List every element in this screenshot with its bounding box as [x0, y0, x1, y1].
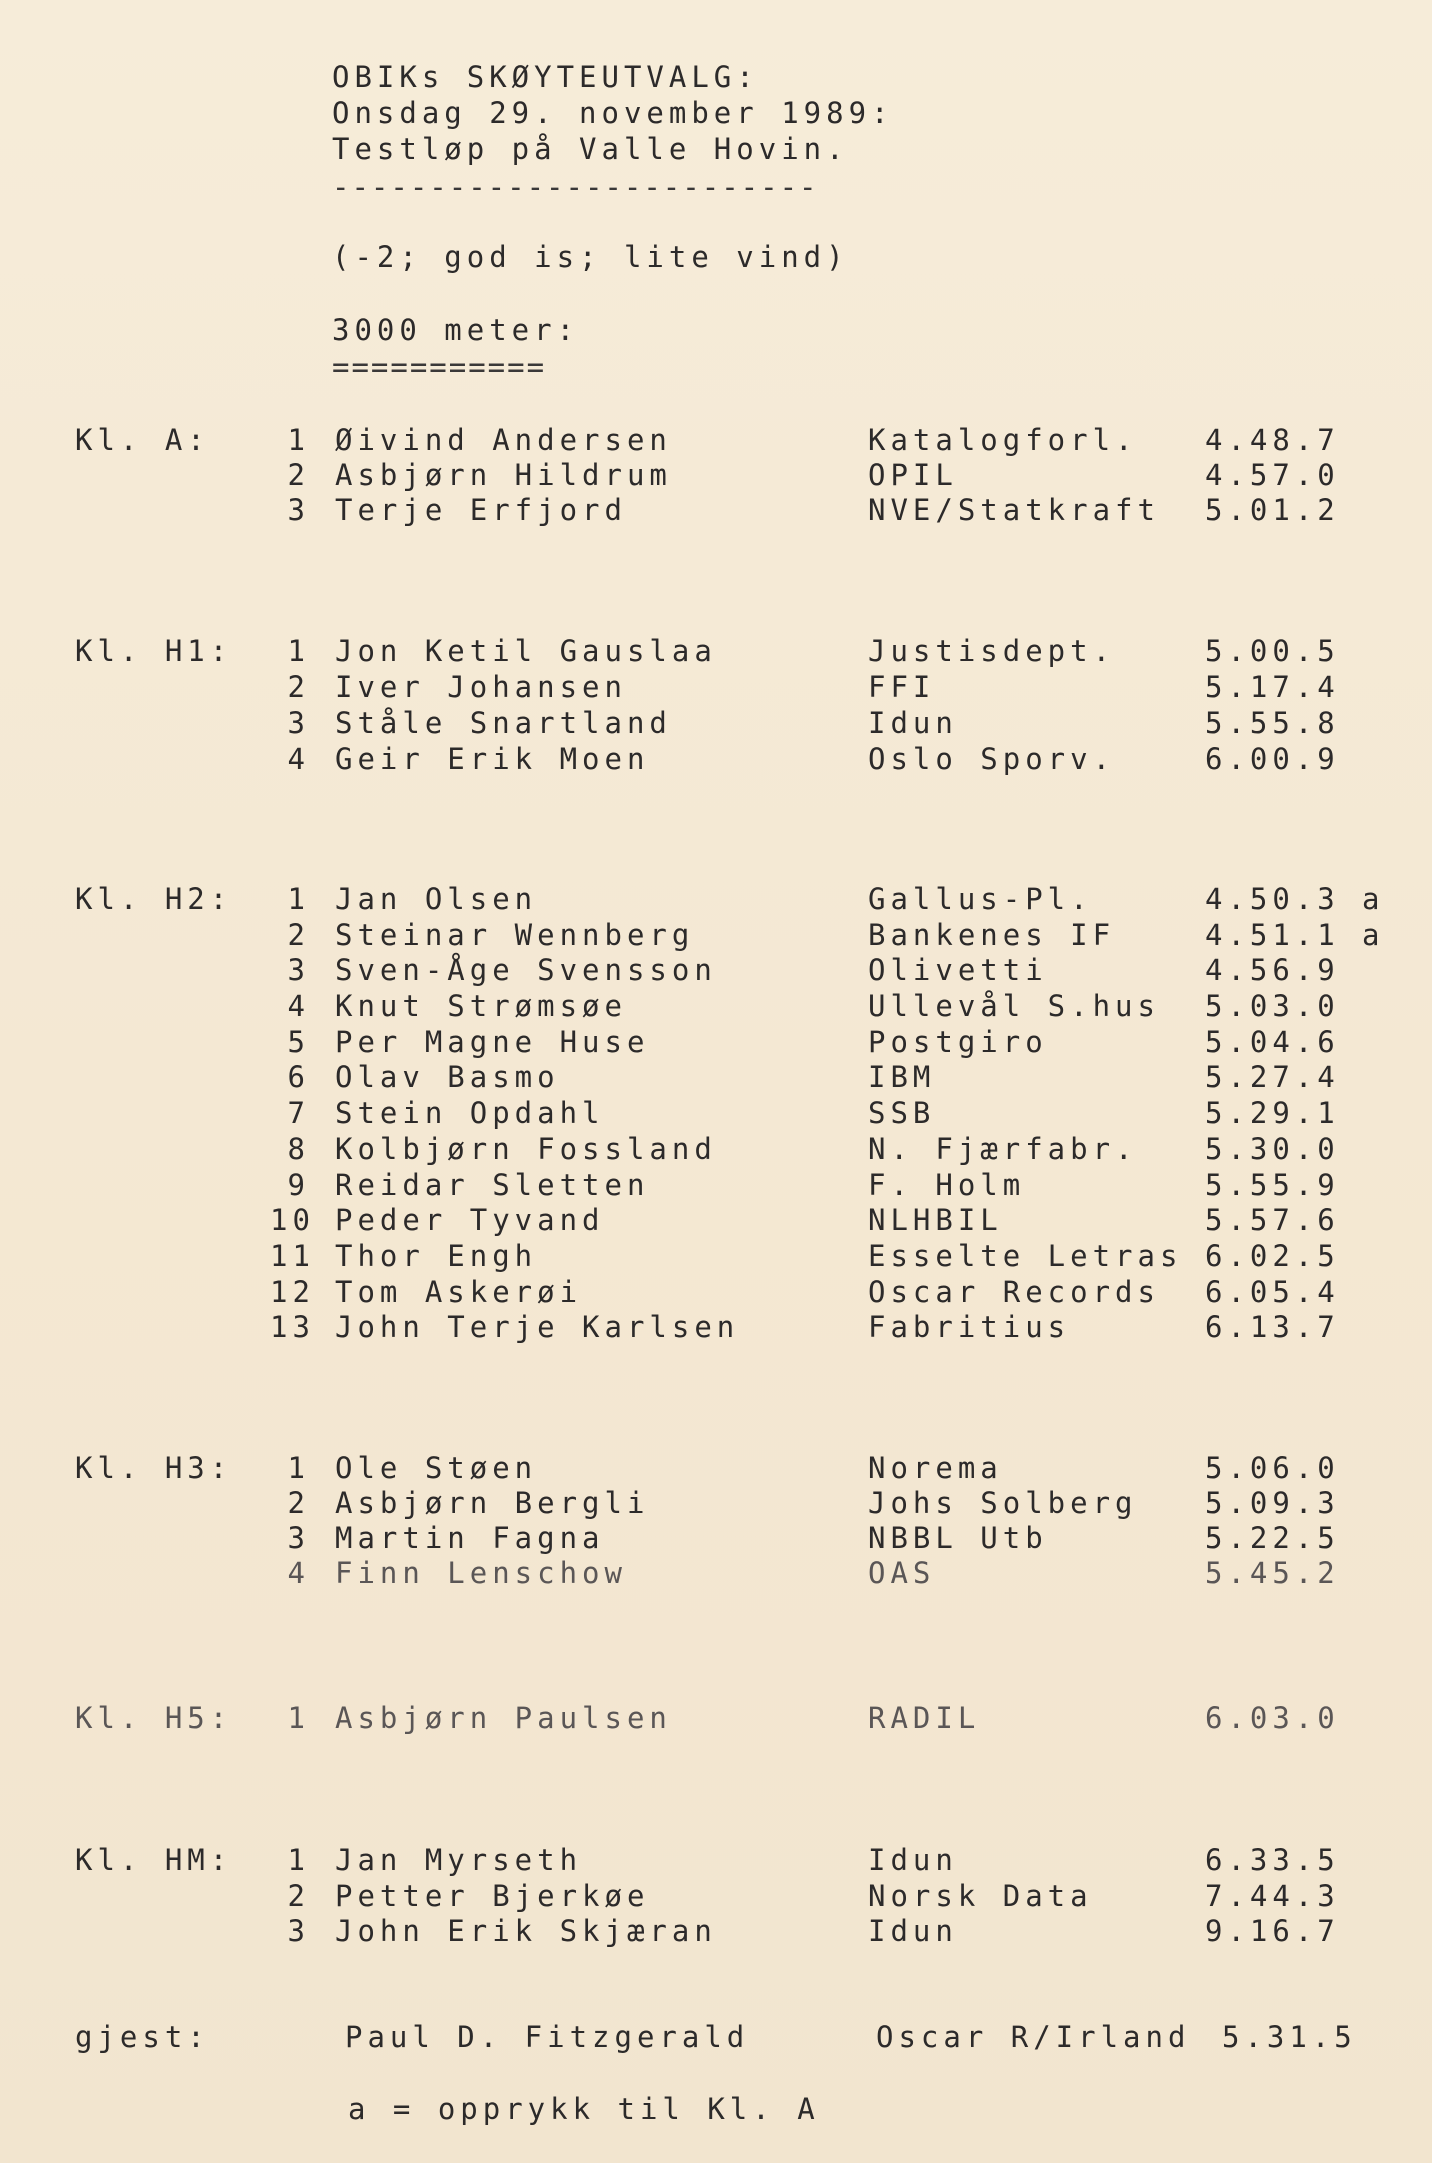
result-place: 2 — [287, 918, 310, 952]
footnote: a = opprykk til Kl. A — [348, 2092, 820, 2126]
result-time: 5.27.4 — [1205, 1060, 1340, 1094]
result-time: 4.51.1 — [1205, 918, 1340, 952]
result-name: Øivind Andersen — [335, 423, 672, 457]
result-time: 5.01.2 — [1205, 493, 1340, 527]
result-club: Katalogforl. — [868, 423, 1138, 457]
result-place: 4 — [287, 1556, 310, 1590]
result-time: 5.45.2 — [1205, 1556, 1340, 1590]
result-time: 6.03.0 — [1205, 1701, 1340, 1735]
result-place: 3 — [287, 953, 310, 987]
result-time: 5.30.0 — [1205, 1132, 1340, 1166]
result-club: NVE/Statkraft — [868, 493, 1160, 527]
result-name: Asbjørn Hildrum — [335, 458, 672, 492]
result-name: Asbjørn Paulsen — [335, 1701, 672, 1735]
result-club: Fabritius — [868, 1310, 1071, 1344]
result-time: 5.09.3 — [1205, 1486, 1340, 1520]
result-club: Ullevål S.hus — [868, 989, 1160, 1023]
result-time: 5.55.9 — [1205, 1168, 1340, 1202]
result-place: 1 — [287, 1701, 310, 1735]
result-name: John Erik Skjæran — [335, 1914, 717, 1948]
result-time: 5.06.0 — [1205, 1451, 1340, 1485]
result-name: Geir Erik Moen — [335, 742, 650, 776]
result-club: NLHBIL — [868, 1203, 1003, 1237]
class-label: Kl. H3: — [75, 1451, 233, 1485]
result-name: Steinar Wennberg — [335, 918, 695, 952]
result-club: Gallus-Pl. — [868, 882, 1093, 916]
class-label: Kl. A: — [75, 423, 210, 457]
result-place: 5 — [287, 1025, 310, 1059]
result-name: John Terje Karlsen — [335, 1310, 740, 1344]
result-time: 5.55.8 — [1205, 706, 1340, 740]
result-place: 13 — [270, 1310, 315, 1344]
result-time: 6.13.7 — [1205, 1310, 1340, 1344]
result-place: 3 — [287, 1521, 310, 1555]
result-name: Martin Fagna — [335, 1521, 605, 1555]
result-club: OPIL — [868, 458, 958, 492]
result-time: 6.05.4 — [1205, 1275, 1340, 1309]
header-rule: ------------------------- — [332, 170, 819, 204]
result-club: Justisdept. — [868, 634, 1116, 668]
result-club: SSB — [868, 1096, 936, 1130]
result-club: Esselte Letras — [868, 1239, 1183, 1273]
result-club: Johs Solberg — [868, 1486, 1138, 1520]
result-place: 2 — [287, 670, 310, 704]
guest-name: Paul D. Fitzgerald — [345, 2020, 750, 2054]
result-place: 12 — [270, 1275, 315, 1309]
result-club: Norema — [868, 1451, 1003, 1485]
result-name: Per Magne Huse — [335, 1025, 650, 1059]
result-time: 5.03.0 — [1205, 989, 1340, 1023]
result-name: Jon Ketil Gauslaa — [335, 634, 717, 668]
result-time: 5.22.5 — [1205, 1521, 1340, 1555]
result-name: Jan Myrseth — [335, 1843, 583, 1877]
class-label: Kl. H1: — [75, 634, 233, 668]
result-place: 4 — [287, 742, 310, 776]
result-time: 4.48.7 — [1205, 423, 1340, 457]
result-place: 1 — [287, 1451, 310, 1485]
result-name: Asbjørn Bergli — [335, 1486, 650, 1520]
class-label: Kl. H2: — [75, 882, 233, 916]
result-place: 11 — [270, 1239, 315, 1273]
header-date: Onsdag 29. november 1989: — [332, 96, 894, 130]
result-name: Finn Lenschow — [335, 1556, 627, 1590]
result-time: 6.02.5 — [1205, 1239, 1340, 1273]
result-time: 6.00.9 — [1205, 742, 1340, 776]
guest-label: gjest: — [75, 2020, 210, 2054]
result-time: 4.57.0 — [1205, 458, 1340, 492]
result-name: Olav Basmo — [335, 1060, 560, 1094]
distance-rule: =========== — [332, 350, 547, 384]
conditions: (-2; god is; lite vind) — [332, 240, 849, 274]
result-time: 5.17.4 — [1205, 670, 1340, 704]
result-time: 5.00.5 — [1205, 634, 1340, 668]
result-place: 8 — [287, 1132, 310, 1166]
result-club: F. Holm — [868, 1168, 1026, 1202]
result-name: Jan Olsen — [335, 882, 538, 916]
result-name: Terje Erfjord — [335, 493, 627, 527]
result-place: 2 — [287, 1486, 310, 1520]
guest-club: Oscar R/Irland — [876, 2020, 1191, 2054]
result-name: Peder Tyvand — [335, 1203, 605, 1237]
result-name: Reidar Sletten — [335, 1168, 650, 1202]
result-name: Petter Bjerkøe — [335, 1879, 650, 1913]
class-label: Kl. H5: — [75, 1701, 233, 1735]
result-place: 1 — [287, 423, 310, 457]
result-club: Postgiro — [868, 1025, 1048, 1059]
result-name: Stein Opdahl — [335, 1096, 605, 1130]
result-place: 10 — [270, 1203, 315, 1237]
result-name: Knut Strømsøe — [335, 989, 627, 1023]
result-name: Sven-Åge Svensson — [335, 953, 717, 987]
result-time: 5.04.6 — [1205, 1025, 1340, 1059]
result-club: Idun — [868, 1843, 958, 1877]
result-club: Oscar Records — [868, 1275, 1160, 1309]
result-club: Idun — [868, 706, 958, 740]
result-time: 5.57.6 — [1205, 1203, 1340, 1237]
result-name: Iver Johansen — [335, 670, 627, 704]
result-name: Thor Engh — [335, 1239, 538, 1273]
result-place: 9 — [287, 1168, 310, 1202]
result-place: 3 — [287, 493, 310, 527]
result-name: Tom Askerøi — [335, 1275, 583, 1309]
result-club: Oslo Sporv. — [868, 742, 1116, 776]
header-title: OBIKs SKØYTEUTVALG: — [332, 60, 759, 94]
result-name: Ståle Snartland — [335, 706, 672, 740]
result-club: Norsk Data — [868, 1879, 1093, 1913]
result-club: Idun — [868, 1914, 958, 1948]
result-name: Ole Støen — [335, 1451, 538, 1485]
result-time: 4.56.9 — [1205, 953, 1340, 987]
result-place: 1 — [287, 882, 310, 916]
result-place: 7 — [287, 1096, 310, 1130]
header-venue: Testløp på Valle Hovin. — [332, 132, 849, 166]
result-place: 4 — [287, 989, 310, 1023]
result-place: 1 — [287, 1843, 310, 1877]
result-place: 1 — [287, 634, 310, 668]
guest-time: 5.31.5 — [1222, 2020, 1357, 2054]
promotion-flag: a — [1362, 918, 1385, 952]
result-time: 6.33.5 — [1205, 1843, 1340, 1877]
result-club: RADIL — [868, 1701, 981, 1735]
result-time: 7.44.3 — [1205, 1879, 1340, 1913]
result-time: 5.29.1 — [1205, 1096, 1340, 1130]
result-place: 6 — [287, 1060, 310, 1094]
result-place: 3 — [287, 706, 310, 740]
class-label: Kl. HM: — [75, 1843, 233, 1877]
result-place: 2 — [287, 1879, 310, 1913]
result-time: 9.16.7 — [1205, 1914, 1340, 1948]
result-club: Olivetti — [868, 953, 1048, 987]
result-club: FFI — [868, 670, 936, 704]
result-club: N. Fjærfabr. — [868, 1132, 1138, 1166]
distance-title: 3000 meter: — [332, 313, 580, 347]
result-place: 2 — [287, 458, 310, 492]
result-place: 3 — [287, 1914, 310, 1948]
result-club: NBBL Utb — [868, 1521, 1048, 1555]
result-club: OAS — [868, 1556, 936, 1590]
result-club: IBM — [868, 1060, 936, 1094]
promotion-flag: a — [1362, 882, 1385, 916]
result-time: 4.50.3 — [1205, 882, 1340, 916]
result-club: Bankenes IF — [868, 918, 1116, 952]
result-name: Kolbjørn Fossland — [335, 1132, 717, 1166]
